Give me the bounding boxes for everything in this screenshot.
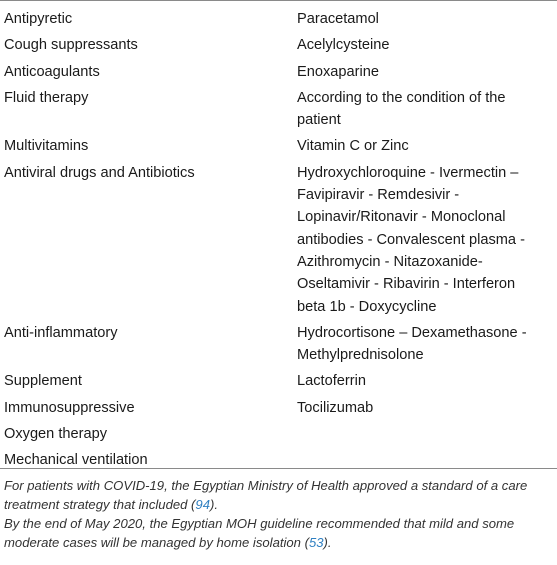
table-row (0, 87, 557, 136)
treatment-cell (297, 87, 553, 136)
treatment-line: Hydrocortisone – Dexamethasone - (297, 324, 527, 341)
category-cell: Antipyretic (4, 11, 73, 27)
treatment-cell: Acelylcysteine (297, 37, 390, 54)
table-row (0, 34, 557, 60)
table-row (0, 8, 557, 34)
treatment-line: beta 1b - Doxycycline (297, 298, 437, 315)
footnote-text: ). (210, 497, 218, 512)
treatment-cell: Enoxaparine (297, 63, 379, 80)
category-cell: Immunosuppressive (4, 399, 135, 416)
table-row (0, 135, 557, 161)
treatment-line: Methylprednisolone (297, 347, 424, 364)
category-cell: Anti-inflammatory (4, 324, 118, 341)
treatment-cell: Tocilizumab (297, 399, 374, 416)
treatment-line: antibodies - Convalescent plasma - (297, 231, 525, 248)
footnote-text: ). (323, 535, 332, 550)
category-cell: Oxygen therapy (4, 426, 108, 443)
table-row (0, 397, 557, 423)
treatment-line: Hydroxychloroquine - Ivermectin – (297, 164, 519, 181)
table-row (0, 322, 557, 371)
category-cell: Cough suppressants (4, 37, 138, 54)
treatment-line: Azithromycin - Nitazoxanide- (297, 253, 483, 270)
category-cell: Anticoagulants (4, 63, 100, 80)
treatment-cell (297, 449, 553, 453)
treatment-line: Lopinavir/Ritonavir - Monoclonal (297, 209, 506, 226)
treatment-line: Oseltamivir - Ribavirin - Interferon (297, 276, 516, 293)
treatment-cell (297, 162, 553, 322)
footnote-text: For patients with COVID-19, the Egyptian Ministry of Health approved a standard of a care treatment strategy that included ( (4, 478, 528, 512)
treatment-cell: Paracetamol (297, 11, 379, 27)
treatment-cell (297, 423, 553, 427)
category-cell: Multivitamins (4, 138, 89, 155)
category-cell: Supplement (4, 373, 82, 390)
table-row (0, 423, 557, 449)
category-cell: Fluid therapy (4, 89, 89, 106)
treatment-cell (297, 322, 553, 371)
table-bottom-rule (0, 468, 557, 469)
table-row (0, 61, 557, 87)
treatment-line: Favipiravir - Remdesivir - (297, 187, 460, 204)
table-footnote (4, 476, 552, 552)
category-cell: Antiviral drugs and Antibiotics (4, 164, 195, 181)
treatment-cell: Vitamin C or Zinc (297, 138, 409, 155)
table-row (0, 449, 557, 475)
table-top-rule (0, 0, 557, 1)
treatment-cell: Lactoferrin (297, 373, 366, 390)
footnote-line (4, 476, 552, 514)
table-row (0, 162, 557, 322)
table-row (0, 370, 557, 396)
reference-link[interactable]: 53 (308, 535, 324, 550)
treatment-table (0, 8, 557, 476)
footnote-text: By the end of May 2020, the Egyptian MOH guideline recommended that mild and some moderate cases will be managed by home isolation ( (4, 516, 515, 550)
treatment-line: According to the condition of the (297, 89, 506, 106)
footnote-line (4, 514, 552, 552)
reference-link[interactable]: 94 (195, 497, 210, 512)
treatment-line: patient (297, 112, 341, 129)
category-cell: Mechanical ventilation (4, 452, 148, 469)
